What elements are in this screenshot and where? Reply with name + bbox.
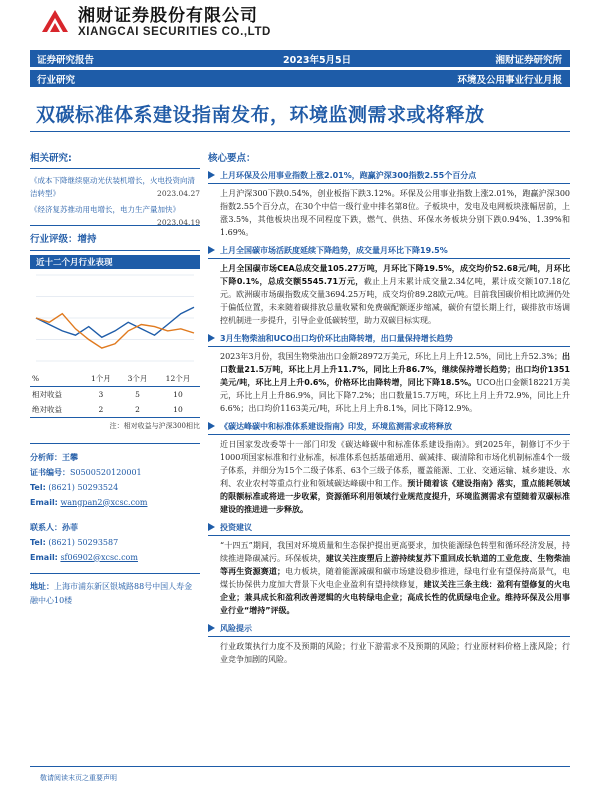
- section-body-bold: 上月全国碳市场CEA总成交量105.27万吨，月环比下降19.5%，成交均价52.68元/吨，月环比下降0.1%，总成交额5545.71万元，: [220, 264, 570, 286]
- section-heading: 投资建议: [220, 523, 252, 532]
- cert-number: S0500520120001: [70, 467, 142, 477]
- triangle-bullet-icon: [208, 171, 215, 179]
- section-body-text: UCO出口金额18221万美元，环比上月上升86.9%，同比下降7.2%；出口数量15.7万吨，环比上月上升72.9%，同比上升6.6%；出口均价1163美元/吨，环比上月上升8.1%，同比下降12.9%。: [220, 378, 570, 413]
- related-date: 2023.04.27: [157, 188, 200, 198]
- section-heading: 《碳达峰碳中和标准体系建设指南》印发，环境监测需求或将释放: [220, 422, 452, 431]
- section-risk: [208, 622, 570, 666]
- section-body: [208, 350, 570, 415]
- left-sidebar: [30, 150, 200, 608]
- section-rule: [208, 346, 570, 347]
- analyst-name: 王攀: [62, 452, 78, 462]
- contact-name: 孙菲: [62, 522, 78, 532]
- triangle-bullet-icon: [208, 246, 215, 254]
- email-label: Email:: [30, 497, 58, 507]
- section-body: [208, 438, 570, 516]
- section-body-bold: 建议关注三条主线：盈利有望修复的火电企业；兼具成长和盈利改善逻辑的火电转绿电企业；高成长性的优质绿电企业。维持环保及公用事业行业“增持”评级。: [220, 580, 571, 615]
- performance-table: [30, 371, 200, 418]
- table-cell: 2: [98, 404, 104, 414]
- related-item[interactable]: [30, 175, 200, 200]
- address-text: 上海市浦东新区银城路88号中国人寿金融中心10楼: [30, 581, 193, 605]
- address: [30, 580, 200, 608]
- cert-label: 证书编号：: [30, 467, 70, 477]
- section-body-text: “十四五”期间，我国对环境质量和生态保护提出更高要求，加快能源绿色转型和循环经济发展，持续推进降碳减污。环保板块，: [220, 541, 570, 563]
- header-bar-1: [30, 50, 570, 67]
- section-body: 上月沪深300下跌0.54%，创业板指下跌3.12%。环保及公用事业指数上涨2.01%，跑赢沪深300指数2.55个百分点，在30个中信一级行业中排名第8位。子板块中，发电及电网板块涨幅居前，上涨3.5%，其他板块出现不同程度下跌，燃气、供热、环保水务板块分别下跌0.94%、1.39%和1.69%。: [220, 189, 570, 237]
- section-index: [208, 169, 570, 239]
- contact-email[interactable]: sf06902@xcsc.com: [60, 552, 138, 562]
- logo-cn: 湘财证券股份有限公司: [78, 6, 258, 26]
- contact-rule: [30, 443, 200, 444]
- logo-en: XIANGCAI SECURITIES CO.,LTD: [78, 26, 271, 38]
- table-cell: 10: [173, 389, 183, 399]
- table-header: 1个月: [90, 373, 111, 383]
- table-note: 注：相对收益与沪深300相比: [109, 421, 200, 430]
- related-title: 相关研究:: [30, 153, 72, 164]
- table-row: [30, 386, 200, 402]
- tel-label: Tel:: [30, 537, 46, 547]
- xiangcai-logo-icon: [38, 6, 72, 40]
- report-series: 环境及公用事业行业月报: [457, 75, 562, 86]
- institute: 湘财证券研究所: [495, 55, 562, 66]
- core-title: 核心要点：: [208, 153, 256, 164]
- related-rule: [30, 168, 200, 169]
- table-cell: 3: [98, 389, 104, 399]
- related-item[interactable]: [30, 204, 200, 227]
- section-rule: [208, 636, 570, 637]
- related-text: 《成本下降继续驱动光伏装机增长，火电投资向清洁转型》: [30, 176, 195, 198]
- contact-tel: (8621) 50293587: [48, 537, 119, 547]
- section-rule: [208, 434, 570, 435]
- section-standards: [208, 420, 570, 516]
- email-label: Email:: [30, 552, 58, 562]
- section-body-bold: 建议关注废塑后上游持续复苏下重回成长轨道的工业危废、生物柴油等再生资源赛道；: [220, 554, 570, 576]
- section-heading: 上月环保及公用事业指数上涨2.01%，跑赢沪深300指数2.55个百分点: [220, 171, 477, 180]
- section-heading: 上月全国碳市场活跃度延续下降趋势，成交量月环比下降19.5%: [220, 246, 448, 255]
- header-bar-2: [30, 70, 570, 87]
- section-heading: 3月生物柴油和UCO出口均价环比由降转增，出口量保持增长趋势: [220, 334, 453, 343]
- section-heading: 风险提示: [220, 624, 252, 633]
- report-date: 2023年5月5日: [283, 55, 352, 66]
- main-content: [208, 150, 570, 666]
- address-label: 地址：: [30, 581, 54, 591]
- report-type: 证券研究报告: [37, 55, 95, 66]
- triangle-bullet-icon: [208, 523, 215, 531]
- related-date: 2023.04.19: [157, 217, 200, 227]
- section-investment: [208, 521, 570, 617]
- research-type: 行业研究: [37, 75, 76, 86]
- title-rule: [30, 131, 570, 132]
- footer-disclaimer: 敬请阅读末页之重要声明: [40, 774, 117, 782]
- section-body-text: 电力板块，随着能源减碳和碳市场建设稳步推进，绿电行业有望保持高景气，电煤长协保供力度加大背景下火电企业盈利有望持续修复，: [220, 567, 570, 589]
- table-header: %: [32, 373, 40, 383]
- table-cell: 相对收益: [32, 389, 62, 399]
- table-cell: 10: [173, 404, 183, 414]
- company-logo: [38, 6, 271, 40]
- table-cell: 2: [135, 404, 140, 414]
- section-rule: [208, 183, 570, 184]
- section-carbon: [208, 244, 570, 327]
- analyst-email[interactable]: wangpan2@xcsc.com: [60, 497, 148, 507]
- related-text: 《经济复苏推动用电增长，电力生产量加快》: [30, 205, 180, 214]
- table-header: 3个月: [127, 373, 148, 383]
- analyst-block: [30, 450, 200, 510]
- performance-chart: [30, 269, 200, 367]
- section-rule: [208, 258, 570, 259]
- contact-block: [30, 520, 200, 565]
- section-body: [208, 262, 570, 327]
- section-body-bold: 出口数量21.5万吨，环比上月上升11.7%，同比上升86.7%，继续保持增长趋势；出口均价1351美元/吨，环比上月上升0.6%，价格环比由降转增，同比下降18.5%。: [220, 352, 570, 387]
- triangle-bullet-icon: [208, 422, 215, 430]
- triangle-bullet-icon: [208, 624, 215, 632]
- analyst-tel: (8621) 50293524: [48, 482, 119, 492]
- chart-title: 近十二个月行业表现: [30, 255, 200, 269]
- industry-rating: 行业评级：增持: [30, 233, 97, 245]
- page-title: 双碳标准体系建设指南发布，环境监测需求或将释放: [36, 104, 485, 126]
- table-header: 12个月: [165, 373, 191, 383]
- address-rule: [30, 573, 200, 574]
- section-body-bold: 预计随着该《建设指南》落实，重点能耗领域的限额标准或将进一步收紧，资源循环利用领域行业规范度提升，环境监测需求有望随着双碳标准建设的推进进一步释放。: [220, 479, 571, 514]
- table-cell: 绝对收益: [32, 404, 62, 414]
- section-body-text: 近日国家发改委等十一部门印发《碳达峰碳中和标准体系建设指南》。到2025年，制修订不少于1000项国家标准和行业标准，标准体系包括基础通用、碳减排、碳清除和市场化机制标准4个一级子体系，并细分为15个二级子体系、63个三级子体系，覆盖能源、工业、交通运输、城乡建设、水利、农业农村等重点行业和领域碳达峰碳中和工作。: [220, 440, 570, 488]
- contact-label: 联系人：: [30, 522, 62, 532]
- triangle-bullet-icon: [208, 334, 215, 342]
- footer-rule: [30, 766, 570, 767]
- rating-rule-2: [30, 250, 200, 251]
- table-row: [30, 402, 200, 418]
- section-biodiesel: [208, 332, 570, 415]
- table-cell: 5: [135, 389, 140, 399]
- analyst-label: 分析师：: [30, 452, 62, 462]
- section-body: [208, 539, 570, 617]
- section-body-text: 截止上月末累计成交量2.34亿吨，累计成交额107.18亿元。欧洲碳市场碳指数成交量3694.25万吨，成交均价89.28欧元/吨。目前我国碳价相比欧洲仍处于偏低位置，未来随着碳排放总量收紧和免费碳配额逐步缩减，碳价有望长期上行，碳排放市场调控机制进一步提升，引导企业低碳转型，助力双碳目标实现。: [220, 277, 570, 325]
- tel-label: Tel:: [30, 482, 46, 492]
- section-rule: [208, 535, 570, 536]
- section-body: 行业政策执行力度不及预期的风险；行业下游需求不及预期的风险；行业原材料价格上涨风险；行业竞争加剧的风险。: [220, 642, 570, 664]
- section-body-text: 2023年3月份，我国生物柴油出口金额28972万美元，环比上月上升12.5%，同比上升52.3%；: [220, 352, 562, 361]
